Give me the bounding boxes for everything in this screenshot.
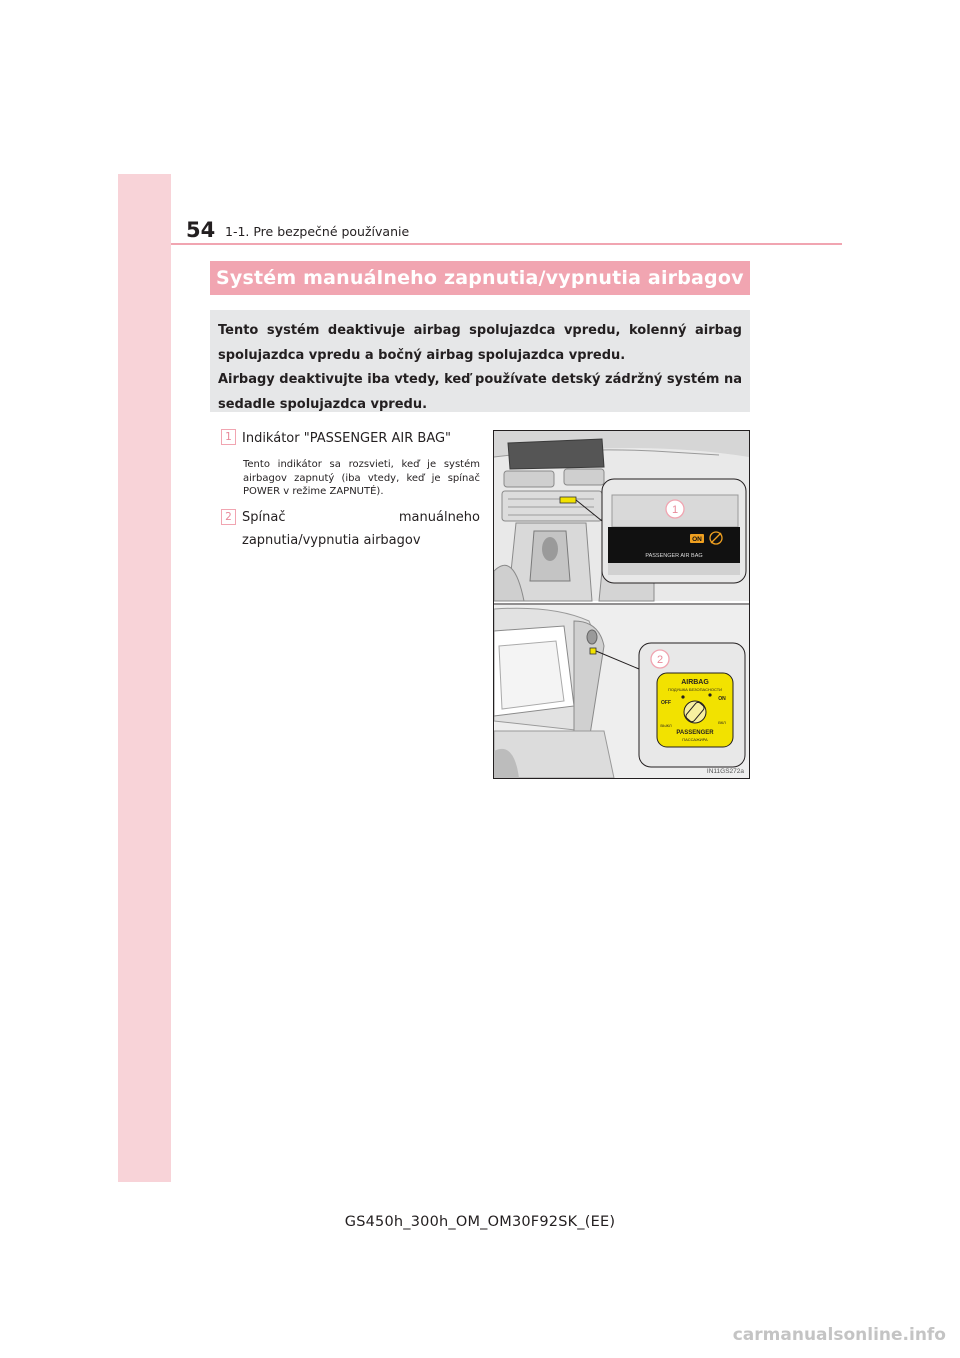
header-divider bbox=[171, 243, 842, 245]
switch-airbag-text: AIRBAG bbox=[681, 679, 709, 686]
switch-on-ru-text: ВКЛ bbox=[718, 720, 726, 725]
switch-passenger-ru-text: ПАССАЖИРА bbox=[682, 737, 708, 742]
switch-airbag-ru-text: ПОДУШКА БЕЗОПАСНОСТИ bbox=[667, 687, 723, 692]
footer-model-code: GS450h_300h_OM_OM30F92SK_(EE) bbox=[344, 1214, 616, 1230]
callout-2: 2 bbox=[656, 654, 664, 666]
chapter-title: 1-1. Pre bezpečné používanie bbox=[225, 224, 410, 239]
side-tab-strip bbox=[118, 174, 171, 1182]
switch-off-text: OFF bbox=[661, 700, 671, 706]
item-title-1: Indikátor "PASSENGER AIR BAG" bbox=[242, 431, 452, 446]
switch-on-text: ON bbox=[718, 696, 726, 702]
watermark: carmanualsonline.info bbox=[732, 1325, 946, 1345]
item-number-1: 1 bbox=[221, 429, 236, 445]
item-title-2: Spínač manuálneho zapnutia/vypnutia airbagov bbox=[242, 510, 480, 548]
intro-text-1: Tento systém deaktivuje airbag spolujazdca vpredu, kolenný airbag spolujazdca vpredu a bočný airbag spolujazdca vpredu. bbox=[218, 323, 742, 363]
switch-off-ru-text: ВЫКЛ bbox=[660, 723, 672, 728]
indicator-label-text: PASSENGER AIR BAG bbox=[645, 553, 703, 559]
airbag-switch-illustration bbox=[493, 430, 750, 779]
figure-code: IN11GS272a bbox=[706, 768, 744, 775]
intro-box bbox=[210, 310, 750, 412]
indicator-on-text: ON bbox=[692, 536, 702, 543]
item-number-2: 2 bbox=[221, 509, 236, 525]
intro-text-2: Airbagy deaktivujte iba vtedy, keď používate detský zádržný systém na sedadle spolujazdca vpredu. bbox=[218, 372, 743, 412]
section-title: Systém manuálneho zapnutia/vypnutia airbagov bbox=[210, 261, 750, 295]
switch-passenger-text: PASSENGER bbox=[676, 730, 714, 736]
item-description-1: Tento indikátor sa rozsvieti, keď je systém airbagov zapnutý (iba vtedy, keď je spínač POWER v režime ZAPNUTÉ). bbox=[243, 459, 480, 497]
page-number: 54 bbox=[186, 218, 216, 242]
callout-1: 1 bbox=[671, 504, 679, 516]
